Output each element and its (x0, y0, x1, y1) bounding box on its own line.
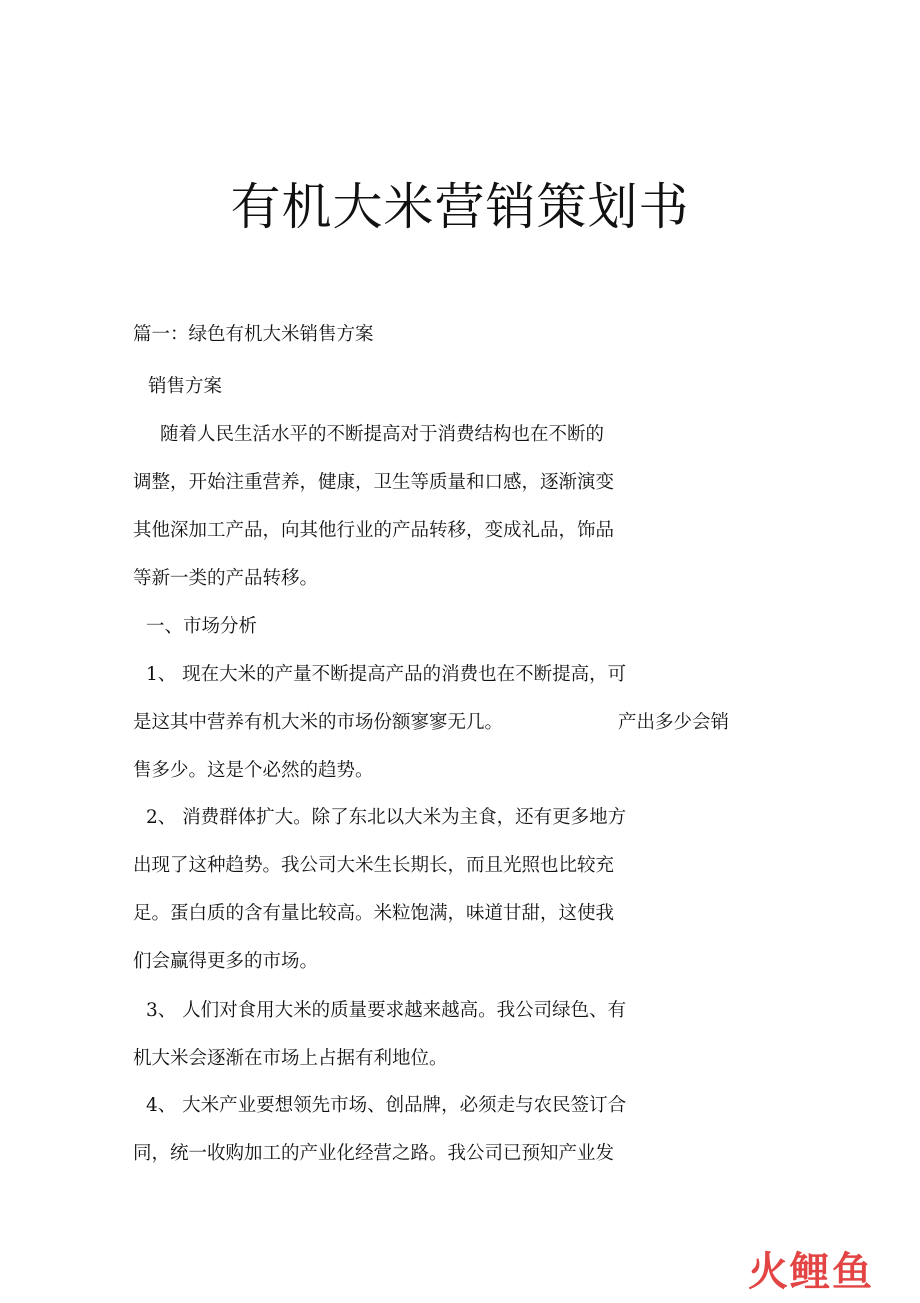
point-line: 3、 人们对食用大米的质量要求越来越高。我公司绿色、有 (146, 1000, 627, 1021)
point-line: 4、 大米产业要想领先市场、创品牌，必须走与农民签订合 (146, 1095, 627, 1116)
section-heading: 篇一：绿色有机大米销售方案 (133, 324, 374, 345)
point-line: 是这其中营养有机大米的市场份额寥寥无几。 (133, 712, 504, 733)
intro-line: 其他深加工产品，向其他行业的产品转移，变成礼品，饰品 (133, 520, 615, 541)
point-line: 1、 现在大米的产量不断提高产品的消费也在不断提高，可 (146, 664, 627, 685)
point-line: 同，统一收购加工的产业化经营之路。我公司已预知产业发 (133, 1143, 615, 1164)
watermark-text: 火鲤鱼 (748, 1249, 874, 1295)
market-analysis-heading: 一、市场分析 (146, 616, 258, 637)
point-line: 2、 消费群体扩大。除了东北以大米为主食，还有更多地方 (146, 807, 627, 828)
point-line: 足。蛋白质的含有量比较高。米粒饱满，味道甘甜，这使我 (133, 903, 615, 924)
point-line: 出现了这种趋势。我公司大米生长期长，而且光照也比较充 (133, 855, 615, 876)
point-line-right: 产出多少会销 (618, 712, 730, 733)
intro-line: 随着人民生活水平的不断提高对于消费结构也在不断的 (160, 424, 605, 445)
point-line: 们会赢得更多的市场。 (133, 951, 319, 972)
intro-line: 调整，开始注重营养，健康，卫生等质量和口感，逐渐演变 (133, 472, 615, 493)
intro-line: 等新一类的产品转移。 (133, 568, 319, 589)
point-line: 机大米会逐渐在市场上占据有利地位。 (133, 1048, 448, 1069)
sub-heading: 销售方案 (148, 376, 223, 397)
watermark-logo (748, 1249, 898, 1295)
document-title: 有机大米营销策划书 (230, 178, 690, 236)
point-line: 售多少。这是个必然的趋势。 (133, 760, 374, 781)
